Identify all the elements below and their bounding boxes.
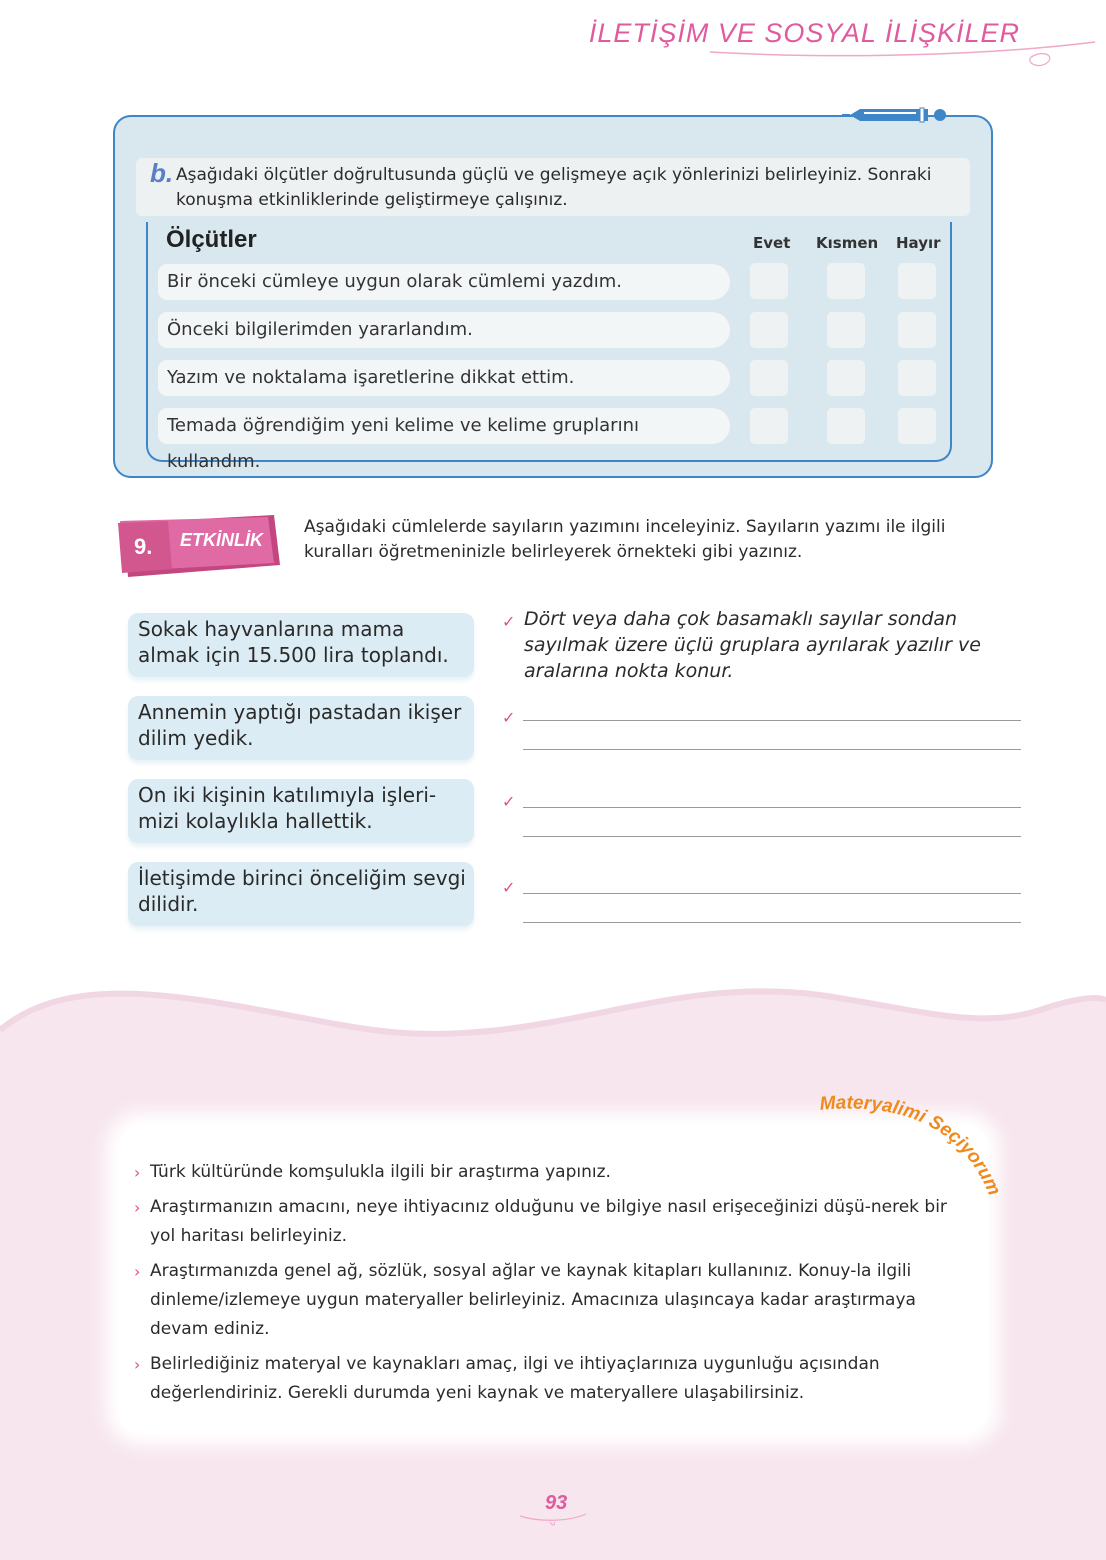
sentence-text: Annemin yaptığı pastadan ikişer dilim yedik. <box>138 700 462 750</box>
column-header-kismen: Kısmen <box>816 234 879 252</box>
example-answer: Dört veya daha çok basamaklı sayılar sondan sayılmak üzere üçlü gruplara ayrılarak yazılır ve aralarına nokta konur. <box>524 608 981 682</box>
answer-line[interactable] <box>523 749 1021 750</box>
sentence-card <box>128 779 474 843</box>
criterion-row: Bir önceki cümleye uygun olarak cümlemi yazdım. <box>158 264 730 300</box>
sentence-card <box>128 696 474 760</box>
page-number: 93 <box>545 1492 568 1514</box>
column-header-evet: Evet <box>753 234 791 252</box>
check-mark-icon: ✓ <box>502 708 516 727</box>
criterion-row: Temada öğrendiğim yeni kelime ve kelime gruplarını kullandım. <box>158 408 730 444</box>
column-header-hayir: Hayır <box>896 234 941 252</box>
sentence-card <box>128 862 474 926</box>
checkbox-hayir[interactable] <box>898 263 936 299</box>
sentence-card <box>128 613 474 677</box>
material-list <box>134 1158 950 1414</box>
checkbox-hayir[interactable] <box>898 360 936 396</box>
chevron-right-icon: › <box>134 1198 141 1217</box>
activity-instruction: Aşağıdaki cümlelerde sayıların yazımını inceleyiniz. Sayıların yazımı ile ilgili kuralları öğretmeninizle belirleyerek örnekteki gibi yazınız. <box>304 517 946 562</box>
section-instruction: Aşağıdaki ölçütler doğrultusunda güçlü ve gelişmeye açık yönlerinizi belirleyiniz. Sonraki konuşma etkinliklerinde geliştirmeye çalışınız. <box>176 165 932 210</box>
checkbox-kismen[interactable] <box>827 263 865 299</box>
check-mark-icon: ✓ <box>502 792 516 811</box>
page-number-swash <box>518 1510 588 1530</box>
chevron-right-icon: › <box>134 1163 141 1182</box>
checkbox-kismen[interactable] <box>827 408 865 444</box>
material-list-item: › Araştırmanızın amacını, neye ihtiyacınız olduğunu ve bilgiye nasıl erişeceğinizi düşü-nerek bir yol haritası belirleyiniz. <box>134 1193 950 1251</box>
answer-line[interactable] <box>523 922 1021 923</box>
criteria-table-title: Ölçütler <box>166 226 257 253</box>
sentence-text: On iki kişinin katılımıyla işleri-mizi kolaylıkla hallettik. <box>138 783 437 833</box>
answer-line[interactable] <box>523 807 1021 808</box>
checkbox-evet[interactable] <box>750 312 788 348</box>
criterion-row: Yazım ve noktalama işaretlerine dikkat ettim. <box>158 360 730 396</box>
answer-line[interactable] <box>523 836 1021 837</box>
checkbox-hayir[interactable] <box>898 312 936 348</box>
chevron-right-icon: › <box>134 1355 141 1374</box>
checkbox-kismen[interactable] <box>827 312 865 348</box>
material-list-item: › Belirlediğiniz materyal ve kaynakları amaç, ilgi ve ihtiyaçlarınıza uygunluğu açısından değerlendiriniz. Gerekli durumda yeni kaynak ve materyallere ulaşabilirsiniz. <box>134 1350 950 1408</box>
check-mark-icon: ✓ <box>502 612 516 631</box>
answer-line[interactable] <box>523 893 1021 894</box>
header-swash-decoration <box>700 40 1100 80</box>
activity-label: ETKİNLİK <box>180 530 263 550</box>
checkbox-evet[interactable] <box>750 408 788 444</box>
sentence-text: Sokak hayvanlarına mama almak için 15.500 lira toplandı. <box>138 617 449 667</box>
material-list-item: › Araştırmanızda genel ağ, sözlük, sosyal ağlar ve kaynak kitapları kullanınız. Konuy-la ilgili dinleme/izlemeye uygun materyaller belirleyiniz. Amacınıza ulaşıncaya kadar araştırmaya devam ediniz. <box>134 1257 950 1344</box>
page-header-title: İLETİŞİM VE SOSYAL İLİŞKİLER <box>588 18 1020 48</box>
answer-line[interactable] <box>523 720 1021 721</box>
criterion-row: Önceki bilgilerimden yararlandım. <box>158 312 730 348</box>
material-list-item: › Türk kültüründe komşulukla ilgili bir araştırma yapınız. <box>134 1158 950 1187</box>
check-mark-icon: ✓ <box>502 878 516 897</box>
material-title: Materyalimi Seçiyorum <box>818 1092 1005 1199</box>
pencil-icon <box>842 106 952 124</box>
section-letter: b. <box>150 158 174 188</box>
activity-number: 9. <box>134 534 153 559</box>
checkbox-kismen[interactable] <box>827 360 865 396</box>
checkbox-evet[interactable] <box>750 360 788 396</box>
sentence-text: İletişimde birinci önceliğim sevgi dilidir. <box>138 866 466 916</box>
checkbox-evet[interactable] <box>750 263 788 299</box>
chevron-right-icon: › <box>134 1262 141 1281</box>
checkbox-hayir[interactable] <box>898 408 936 444</box>
